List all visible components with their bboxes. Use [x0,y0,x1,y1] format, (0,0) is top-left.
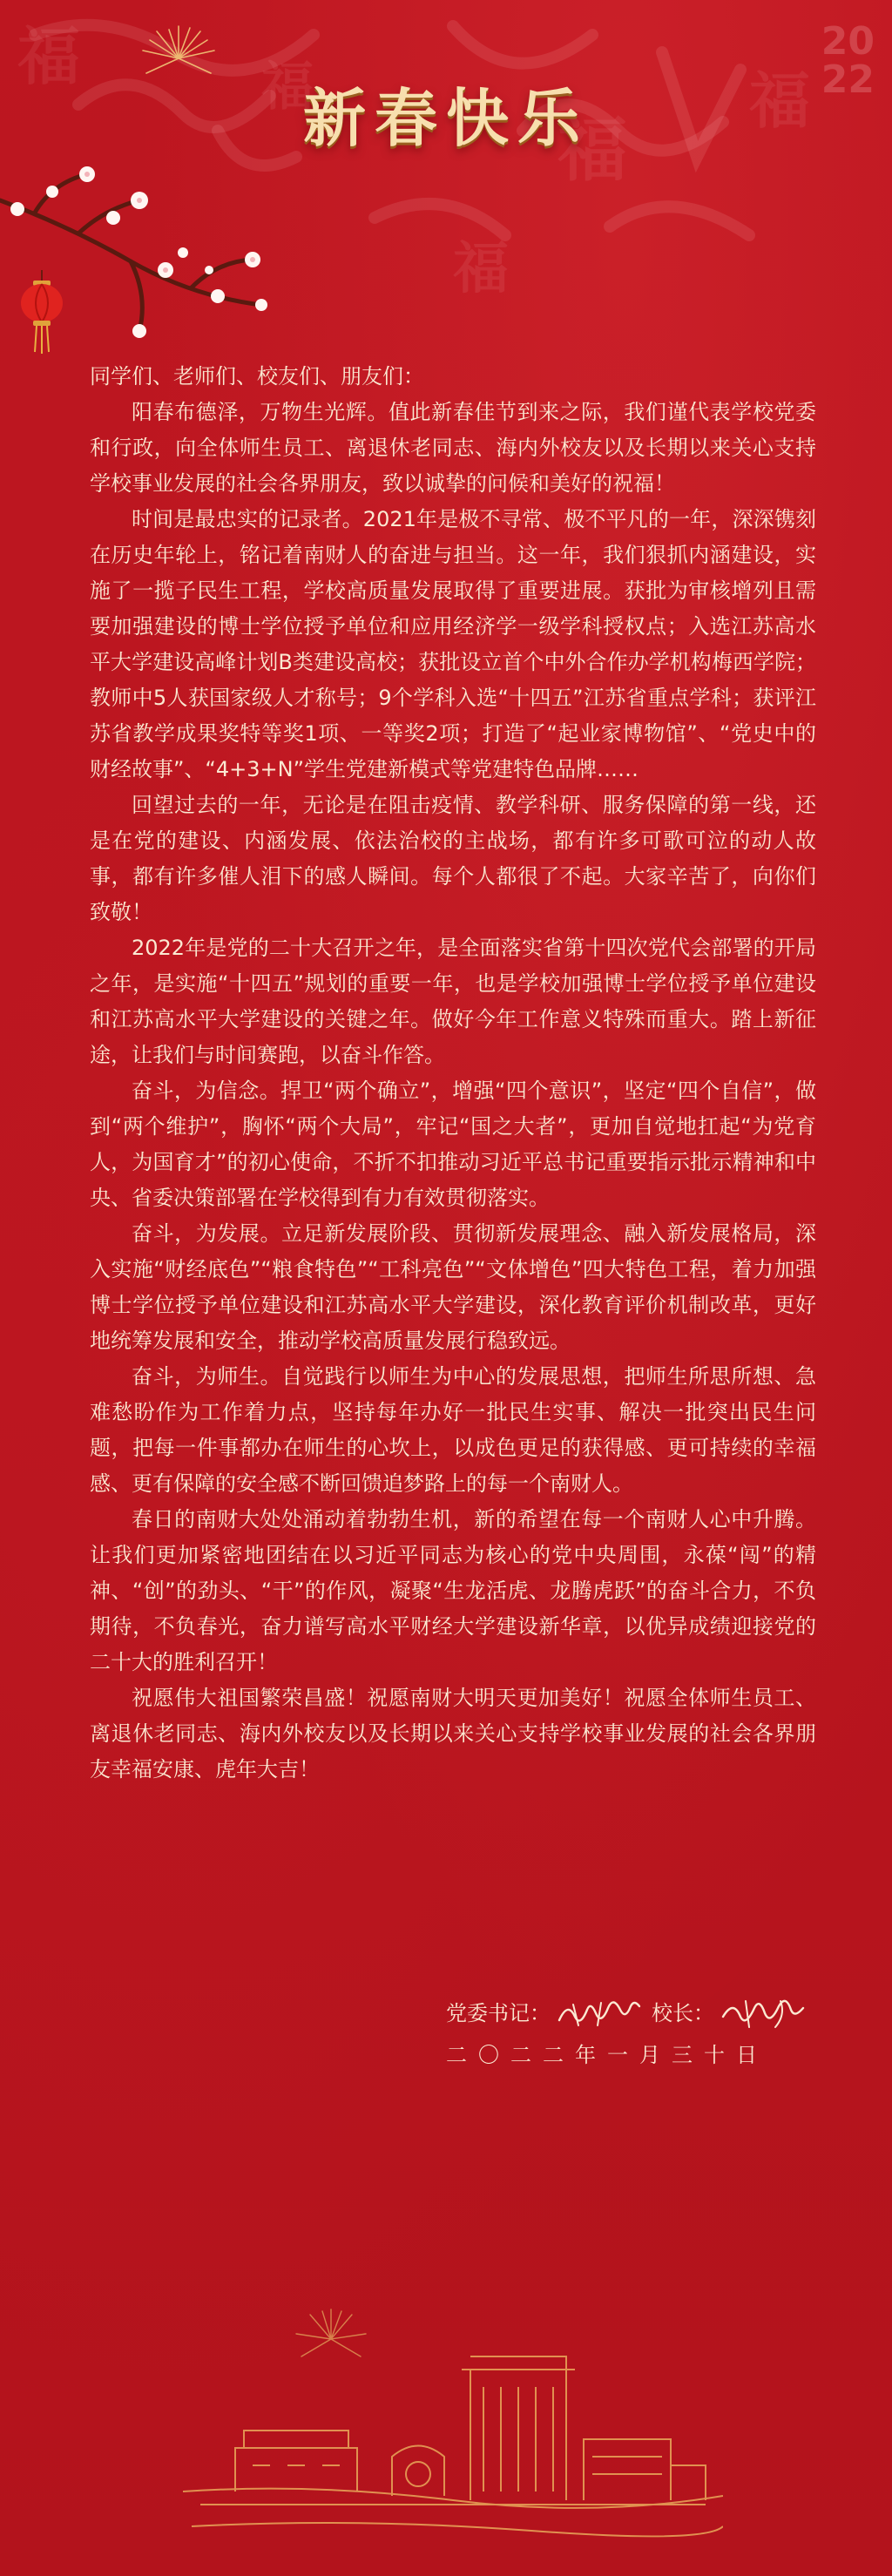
secretary-label: 党委书记： [446,2001,551,2025]
letter-greeting: 同学们、老师们、校友们、朋友们： [90,364,424,389]
svg-text:福: 福 [558,109,627,191]
letter-paragraph: 奋斗，为师生。自觉践行以师生为中心的发展思想，把师生所思所想、急难愁盼作为工作着力点，坚持每年办好一批民生实事、解决一批突出民生问题，把每一件事都办在师生的心坎上，以成色更足的获得感、更可持续的幸福感、更有保障的安全感不断回馈追梦路上的每一个南财人。 [90,1364,816,1496]
president-label: 校长： [652,2001,714,2025]
red-lantern-icon [17,270,66,354]
president-signature [720,1996,807,2031]
letter-paragraph: 奋斗，为发展。立足新发展阶段、贯彻新发展理念、融入新发展格局，深入实施“财经底色”“粮食特色”“工科亮色”“文体增色”四大特色工程，着力加强博士学位授予单位建设和江苏高水平大学建设，深化教育评价机制改革，更好地统筹发展和安全，推动学校高质量发展行稳致远。 [90,1221,816,1353]
year-watermark: 20 22 [821,19,875,102]
letter-paragraph: 时间是最忠实的记录者。2021年是极不寻常、极不平凡的一年，深深镌刻在历史年轮上，铭记着南财人的奋进与担当。这一年，我们狠抓内涵建设，实施了一揽子民生工程，学校高质量发展取得了重要进展。获批为审核增列且需要加强建设的博士学位授予单位和应用经济学一级学科授权点；入选江苏高水平大学建设高峰计划B类建设高校；获批设立首个中外合作办学机构梅西学院；教师中5人获国家级人才称号；9个学科入选“十四五”江苏省重点学科；获评江苏省教学成果奖特等奖1项、一等奖2项；打造了“起业家博物馆”、“党史中的财经故事”、“4+3+N”学生党建新模式等党建特色品牌…… [90,507,816,781]
letter-body [90,359,816,1788]
secretary-signature [556,1996,643,2031]
svg-text:福: 福 [749,64,810,137]
svg-text:福: 福 [261,57,314,118]
letter-date: 二〇二二年一月三十日 [446,2043,768,2067]
signatures-line [446,1995,821,2032]
letter-paragraph: 春日的南财大处处涌动着勃勃生机，新的希望在每一个南财人心中升腾。让我们更加紧密地团结在以习近平同志为核心的党中央周围，永葆“闯”的精神、“创”的劲头、“干”的作风，凝聚“生龙活虎、龙腾虎跃”的奋斗合力，不负期待，不负春光，奋力谱写高水平财经大学建设新华章，以优异成绩迎接党的二十大的胜利召开！ [90,1507,816,1674]
letter-paragraph: 回望过去的一年，无论是在阻击疫情、教学科研、服务保障的第一线，还是在党的建设、内涵发展、依法治校的主战场，都有许多可歌可泣的动人故事，都有许多催人泪下的感人瞬间。每个人都很了不起。大家辛苦了，向你们致敬！ [90,793,816,924]
letter-paragraph: 阳春布德泽，万物生光辉。值此新春佳节到来之际，我们谨代表学校党委和行政，向全体师生员工、离退休老同志、海内外校友以及长期以来关心支持学校事业发展的社会各界朋友，致以诚挚的问候和美好的祝福！ [90,400,816,496]
svg-text:福: 福 [17,19,81,93]
signoff-block [446,1995,821,2073]
letter-paragraph: 祝愿伟大祖国繁荣昌盛！祝愿南财大明天更加美好！祝愿全体师生员工、离退休老同志、海内外校友以及长期以来关心支持学校事业发展的社会各界朋友幸福安康、虎年大吉！ [90,1686,816,1782]
campus-buildings-illustration [183,2352,723,2561]
letter-paragraph: 2022年是党的二十大召开之年，是全面落实省第十四次党代会部署的开局之年，是实施“十四五”规划的重要一年，也是学校加强博士学位授予单位建设和江苏高水平大学建设的关键之年。做好今年工作意义特殊而重大。踏上新征途，让我们与时间赛跑，以奋斗作答。 [90,936,816,1067]
svg-text:福: 福 [453,236,509,301]
page-title: 新春快乐 [302,81,589,155]
letter-paragraph: 奋斗，为信念。捍卫“两个确立”，增强“四个意识”，坚定“四个自信”，做到“两个维护”，胸怀“两个大局”，牢记“国之大者”，更加自觉地扛起“为党育人，为国育才”的初心使命，不折不扣推动习近平总书记重要指示批示精神和中央、省委决策部署在学校得到有力有效贯彻落实。 [90,1078,816,1210]
